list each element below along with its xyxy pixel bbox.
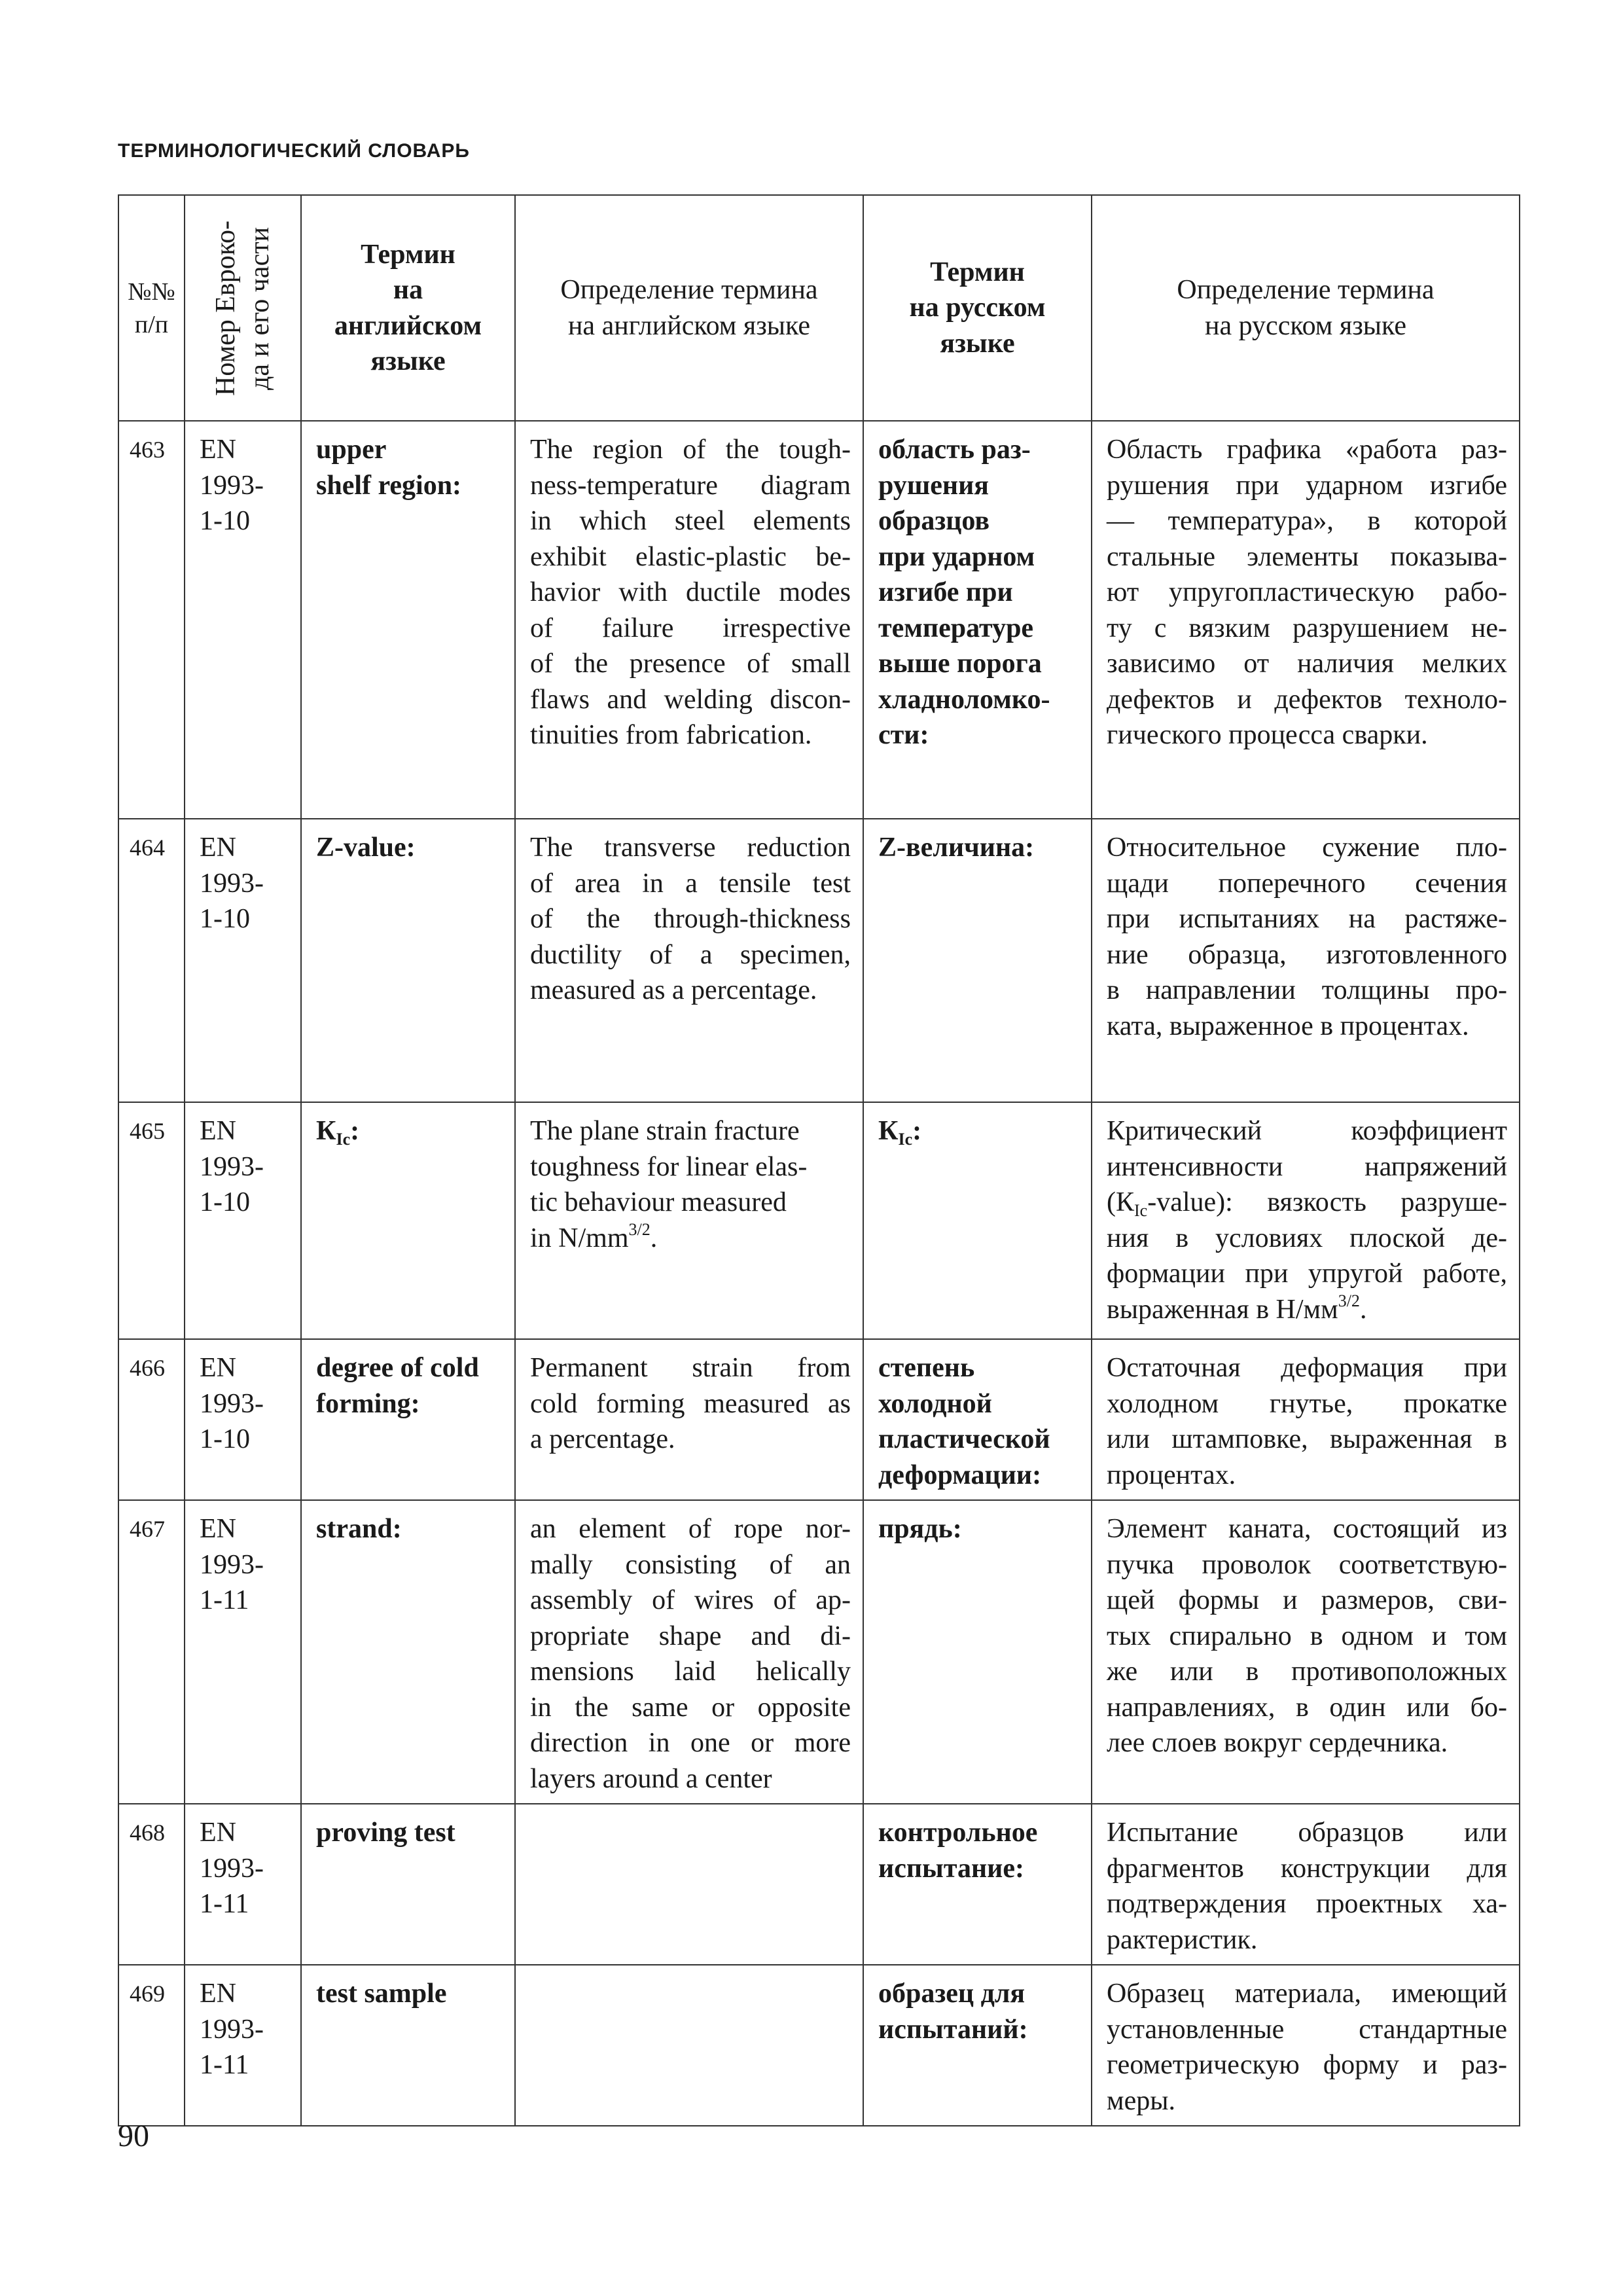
russian-term: прядь: — [863, 1500, 1092, 1804]
row-number: 464 — [118, 819, 185, 1102]
russian-term: образец для испытаний: — [863, 1965, 1092, 2126]
row-number: 467 — [118, 1500, 185, 1804]
table-row — [118, 1500, 1520, 1804]
russian-definition: Относительное сужение пло- щади поперечного сечения при испытаниях на растяже- ние образца, изготовленного в направлении толщины про- ката, выраженное в процентах. — [1092, 819, 1520, 1102]
eurocode-ref: EN 1993- 1-11 — [185, 1804, 301, 1965]
running-head: ТЕРМИНОЛОГИЧЕСКИЙ СЛОВАРЬ — [118, 140, 470, 162]
english-definition: The region of the tough- ness-temperature diagram in which steel elements exhibit elastic-plastic be- havior with ductile modes of failure irrespective of the presence of small flaws and welding discon- tinuities from fabrication. — [515, 421, 863, 819]
russian-term: степень холодной пластической деформации: — [863, 1339, 1092, 1500]
russian-term: Z-величина: — [863, 819, 1092, 1102]
english-term: Z-value: — [301, 819, 515, 1102]
russian-term: контрольное испытание: — [863, 1804, 1092, 1965]
english-definition: The transverse reduction of area in a tensile test of the through-thickness ductility of a specimen, measured as a percentage. — [515, 819, 863, 1102]
eurocode-ref: EN 1993- 1-10 — [185, 1102, 301, 1339]
eurocode-ref: EN 1993- 1-11 — [185, 1965, 301, 2126]
header-eurocode: Номер Еврoко- да и его части — [185, 195, 301, 421]
header-row — [118, 195, 1520, 421]
table-row — [118, 421, 1520, 819]
row-number: 469 — [118, 1965, 185, 2126]
row-number: 468 — [118, 1804, 185, 1965]
page-number: 90 — [118, 2119, 149, 2153]
header-en-def: Определение термина на английском языке — [515, 195, 863, 421]
english-definition: Permanent strain from cold forming measured as a percentage. — [515, 1339, 863, 1500]
eurocode-ref: EN 1993- 1-10 — [185, 819, 301, 1102]
header-ru-term: Термин на русском языке — [863, 195, 1092, 421]
row-number: 463 — [118, 421, 185, 819]
russian-definition: Испытание образцов или фрагментов конструкции для подтверждения проектных ха- рактеристик. — [1092, 1804, 1520, 1965]
english-definition — [515, 1804, 863, 1965]
row-number: 465 — [118, 1102, 185, 1339]
english-definition — [515, 1965, 863, 2126]
table-row — [118, 1804, 1520, 1965]
russian-definition: Критический коэффициент интенсивности напряжений $(К_{Ic}-value)$: вязкость разруше- ния в условиях плоской де- формации при упругой работе, выраженная в $Н/мм^{3/2}$. — [1092, 1102, 1520, 1339]
russian-term: $К_{Ic}$: — [863, 1102, 1092, 1339]
table-row — [118, 1965, 1520, 2126]
header-num: №№ п/п — [118, 195, 185, 421]
row-number: 466 — [118, 1339, 185, 1500]
glossary-table — [118, 194, 1520, 2126]
eurocode-ref: EN 1993- 1-10 — [185, 421, 301, 819]
english-definition: The plane strain fracture toughness for linear elas- tic behaviour measured in $N/mm^{3/2}$. — [515, 1102, 863, 1339]
table-row — [118, 819, 1520, 1102]
eurocode-ref: EN 1993- 1-10 — [185, 1339, 301, 1500]
english-term: $К_{Ic}$: — [301, 1102, 515, 1339]
table-row — [118, 1102, 1520, 1339]
russian-definition: Элемент каната, состоящий из пучка проволок соответствую- щей формы и размеров, сви- тых спирально в одном и том же или в противоположных направлениях, в один или бо- лее слоев вокруг сердечника. — [1092, 1500, 1520, 1804]
english-term: proving test — [301, 1804, 515, 1965]
header-ru-def: Определение термина на русском языке — [1092, 195, 1520, 421]
english-term: strand: — [301, 1500, 515, 1804]
russian-term: область раз- рушения образцов при ударном изгибе при температуре выше порога хладноломко- сти: — [863, 421, 1092, 819]
english-definition: an element of rope nor- mally consisting of an assembly of wires of ap- propriate shape and di- mensions laid helically in the same or opposite direction in one or more layers around a center — [515, 1500, 863, 1804]
russian-definition: Образец материала, имеющий установленные стандартные геометрическую форму и раз- меры. — [1092, 1965, 1520, 2126]
english-term: degree of cold forming: — [301, 1339, 515, 1500]
header-en-term: Термин на английском языке — [301, 195, 515, 421]
english-term: upper shelf region: — [301, 421, 515, 819]
table-row — [118, 1339, 1520, 1500]
english-term: test sample — [301, 1965, 515, 2126]
russian-definition: Остаточная деформация при холодном гнутье, прокатке или штамповке, выраженная в процентах. — [1092, 1339, 1520, 1500]
russian-definition: Область графика «работа раз- рушения при ударном изгибе — температура», в которой стальные элементы показыва- ют упругопластическую рабо- ту с вязким разрушением не- зависимо от наличия мелких дефектов и дефектов техноло- гического процесса сварки. — [1092, 421, 1520, 819]
eurocode-ref: EN 1993- 1-11 — [185, 1500, 301, 1804]
